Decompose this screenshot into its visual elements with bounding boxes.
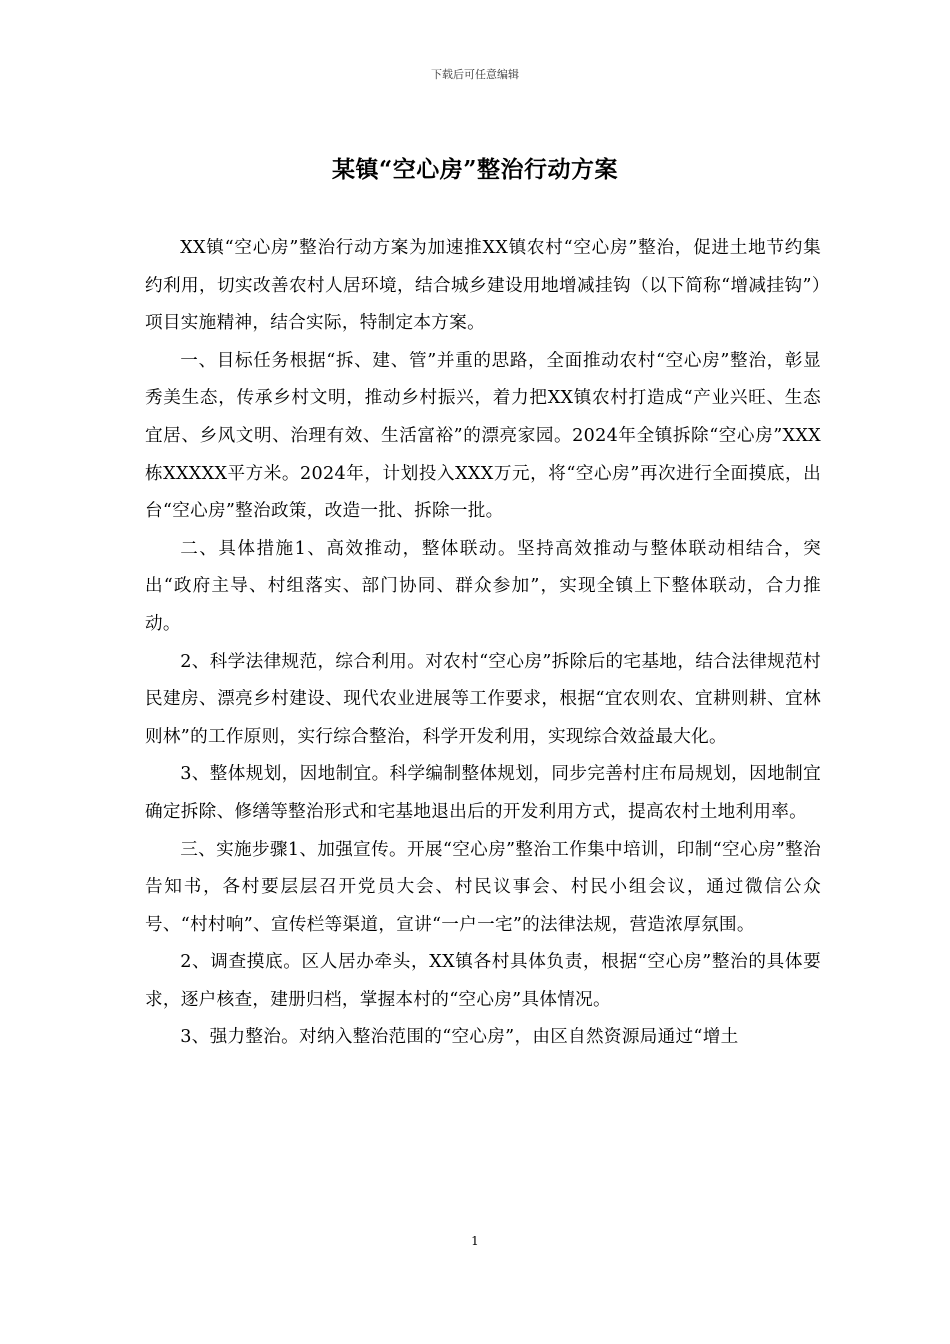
paragraph-measures-1: 二、具体措施1、高效推动，整体联动。坚持高效推动与整体联动相结合，突出“政府主导、村组落实、部门协同、群众参加”，实现全镇上下整体联动，合力推动。	[145, 538, 821, 634]
paragraph-steps-1: 三、实施步骤1、加强宣传。开展“空心房”整治工作集中培训，印制“空心房”整治告知书，各村要层层召开党员大会、村民议事会、村民小组会议，通过微信公众号、“村村响”、宣传栏等渠道，宣讲“一户一宅”的法律法规，营造浓厚氛围。	[145, 839, 821, 935]
paragraph-steps-2: 2、调查摸底。区人居办牵头，XX镇各村具体负责，根据“空心房”整治的具体要求，逐户核查，建册归档，掌握本村的“空心房”具体情况。	[145, 952, 821, 1010]
document-body	[145, 230, 821, 1057]
header-note: 下载后可任意编辑	[431, 68, 519, 81]
page-number: 1	[471, 1234, 479, 1248]
document-title: 某镇“空心房”整治行动方案	[332, 156, 618, 183]
paragraph-intro: XX镇“空心房”整治行动方案为加速推XX镇农村“空心房”整治，促进土地节约集约利用，切实改善农村人居环境，结合城乡建设用地增减挂钩（以下简称“增减挂钩”）项目实施精神，结合实际，特制定本方案。	[145, 238, 821, 334]
paragraph-steps-3: 3、强力整治。对纳入整治范围的“空心房”，由区自然资源局通过“增土	[180, 1027, 739, 1048]
paragraph-measures-3: 3、整体规划，因地制宜。科学编制整体规划，同步完善村庄布局规划，因地制宜确定拆除、修缮等整治形式和宅基地退出后的开发利用方式，提高农村土地利用率。	[145, 764, 821, 822]
paragraph-measures-2: 2、科学法律规范，综合利用。对农村“空心房”拆除后的宅基地，结合法律规范村民建房、漂亮乡村建设、现代农业进展等工作要求，根据“宜农则农、宜耕则耕、宜林则林”的工作原则，实行综合整治，科学开发利用，实现综合效益最大化。	[145, 651, 821, 747]
paragraph-goals: 一、目标任务根据“拆、建、管”并重的思路，全面推动农村“空心房”整治，彰显秀美生态，传承乡村文明，推动乡村振兴，着力把XX镇农村打造成“产业兴旺、生态宜居、乡风文明、治理有效、生活富裕”的漂亮家园。2024年全镇拆除“空心房”XXX栋XXXXX平方米。2024年，计划投入XXX万元，将“空心房”再次进行全面摸底，出台“空心房”整治政策，改造一批、拆除一批。	[145, 350, 821, 522]
